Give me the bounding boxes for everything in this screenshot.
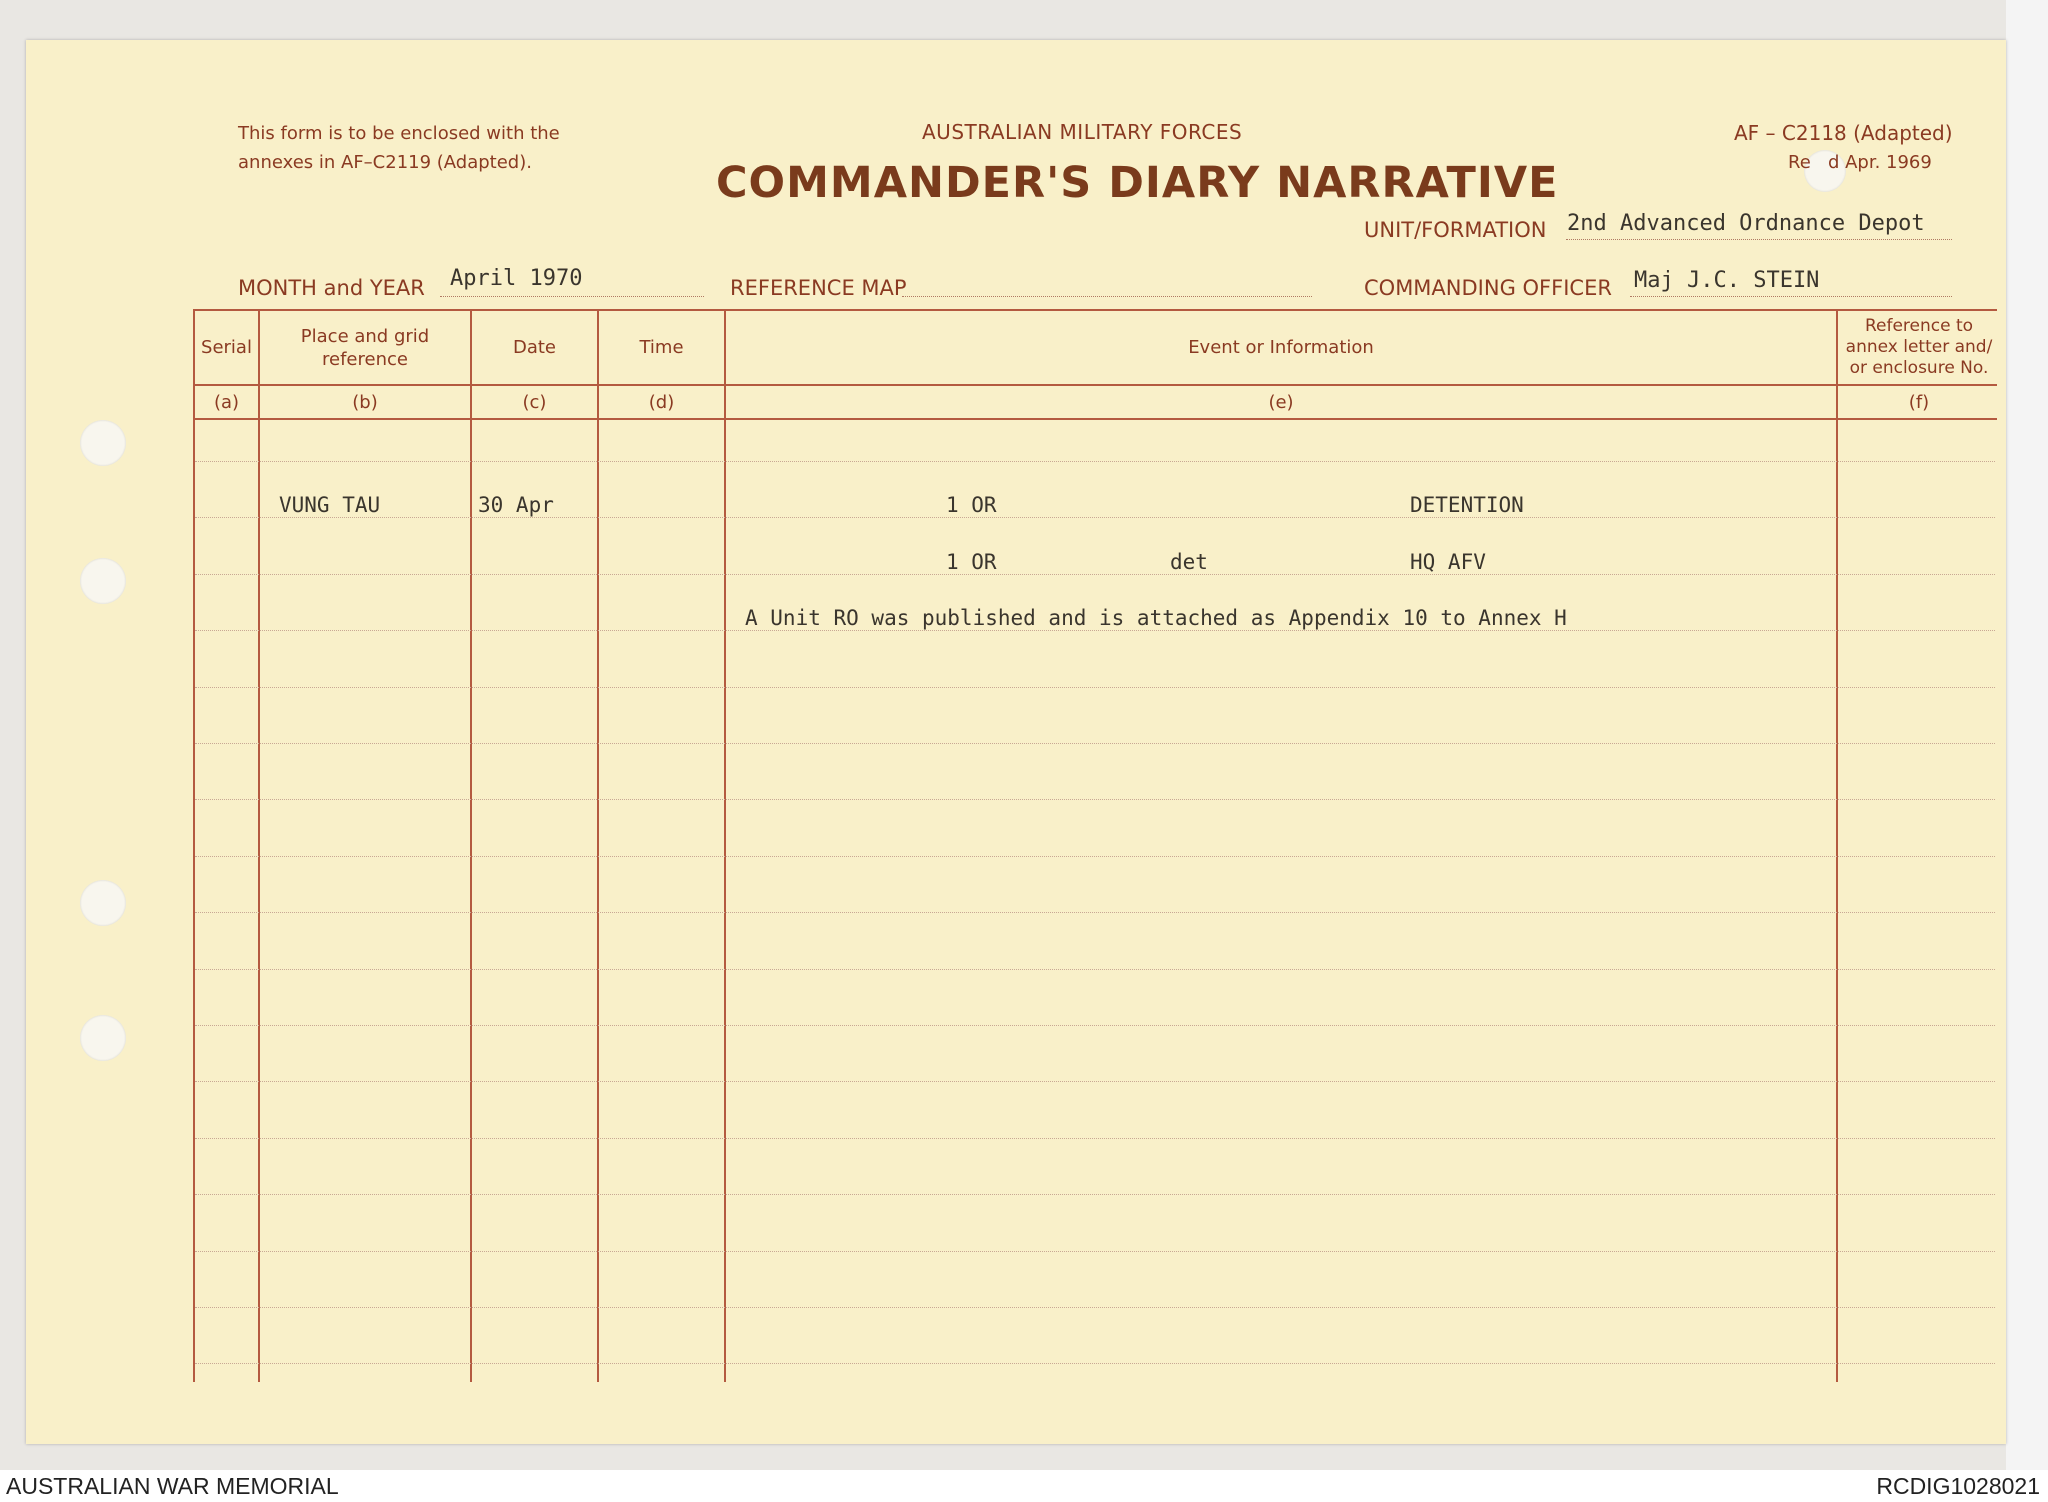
- column-header-time: Time: [639, 337, 684, 358]
- column-header-reference: Reference to annex letter and/ or enclosure No.: [1845, 316, 1993, 378]
- punch-hole: [80, 558, 126, 604]
- commanding-officer-label: COMMANDING OFFICER: [1364, 276, 1612, 300]
- ruled-row-line: [195, 517, 1995, 518]
- ruled-row-line: [195, 743, 1995, 744]
- punch-hole: [80, 420, 126, 466]
- column-rule: [193, 309, 195, 1382]
- month-year-value: April 1970: [450, 266, 583, 291]
- entry-line1-count: 1 OR: [946, 493, 997, 517]
- diary-form-page: [26, 40, 2006, 1444]
- ruled-row-line: [195, 1251, 1995, 1252]
- column-rule: [1836, 309, 1838, 1382]
- ruled-row-line: [195, 799, 1995, 800]
- column-code-b: (b): [352, 391, 378, 413]
- scan-edge-strip: [2006, 0, 2048, 1470]
- commanding-officer-value: Maj J.C. STEIN: [1634, 268, 1820, 293]
- entry-line2-action: HQ AFV: [1410, 550, 1486, 574]
- form-notice: This form is to be enclosed with the annexes in AF–C2119 (Adapted).: [238, 123, 560, 173]
- column-rule: [597, 309, 599, 1382]
- entry-place: VUNG TAU: [279, 493, 381, 517]
- entry-line2-count: 1 OR: [946, 550, 997, 574]
- column-code-e: (e): [1268, 391, 1294, 413]
- ruled-row-line: [195, 856, 1995, 857]
- entry-line3: A Unit RO was published and is attached as Appendix 10 to Annex H: [745, 606, 1567, 630]
- column-code-a: (a): [213, 391, 240, 413]
- entry-line1-action: DETENTION: [1410, 493, 1524, 517]
- month-year-label: MONTH and YEAR: [238, 276, 425, 300]
- month-year-line: [440, 296, 704, 297]
- column-rule: [724, 309, 726, 1382]
- page-title: COMMANDER'S DIARY NARRATIVE: [716, 158, 1559, 208]
- ruled-row-line: [195, 1363, 1995, 1364]
- punch-hole: [80, 1015, 126, 1061]
- reference-map-label: REFERENCE MAP: [730, 276, 907, 300]
- footer-id: RCDIG1028021: [1876, 1473, 2040, 1499]
- form-number: AF – C2118 (Adapted): [1734, 121, 1953, 145]
- unit-formation-value: 2nd Advanced Ordnance Depot: [1567, 211, 1925, 236]
- ruled-row-line: [195, 461, 1995, 462]
- ruled-row-line: [195, 1081, 1995, 1082]
- column-code-c: (c): [522, 391, 547, 413]
- revision-date: Re d Apr. 1969: [1788, 152, 1932, 173]
- unit-formation-label: UNIT/FORMATION: [1364, 218, 1547, 242]
- entry-date: 30 Apr: [478, 493, 554, 517]
- ruled-row-line: [195, 574, 1995, 575]
- ruled-row-line: [195, 1138, 1995, 1139]
- column-code-d: (d): [648, 391, 675, 413]
- commanding-officer-line: [1630, 296, 1952, 297]
- ruled-row-line: [195, 1025, 1995, 1026]
- ruled-row-line: [195, 687, 1995, 688]
- column-code-f: (f): [1908, 391, 1930, 413]
- ruled-row-line: [195, 969, 1995, 970]
- column-header-event: Event or Information: [1188, 337, 1374, 358]
- column-header-place: Place and grid reference: [300, 325, 430, 370]
- unit-formation-line: [1566, 239, 1952, 240]
- code-rule: [194, 418, 1997, 420]
- reference-map-line: [902, 296, 1312, 297]
- column-rule: [470, 309, 472, 1382]
- ruled-row-line: [195, 1194, 1995, 1195]
- column-header-serial: Serial: [201, 337, 252, 358]
- footer-source: AUSTRALIAN WAR MEMORIAL: [6, 1473, 339, 1499]
- agency-heading: AUSTRALIAN MILITARY FORCES: [922, 120, 1243, 144]
- ruled-row-line: [195, 630, 1995, 631]
- column-header-date: Date: [512, 337, 557, 358]
- column-rule: [258, 309, 260, 1382]
- entry-line2-mid: det: [1170, 550, 1208, 574]
- ruled-row-line: [195, 912, 1995, 913]
- ruled-row-line: [195, 1307, 1995, 1308]
- punch-hole: [80, 880, 126, 926]
